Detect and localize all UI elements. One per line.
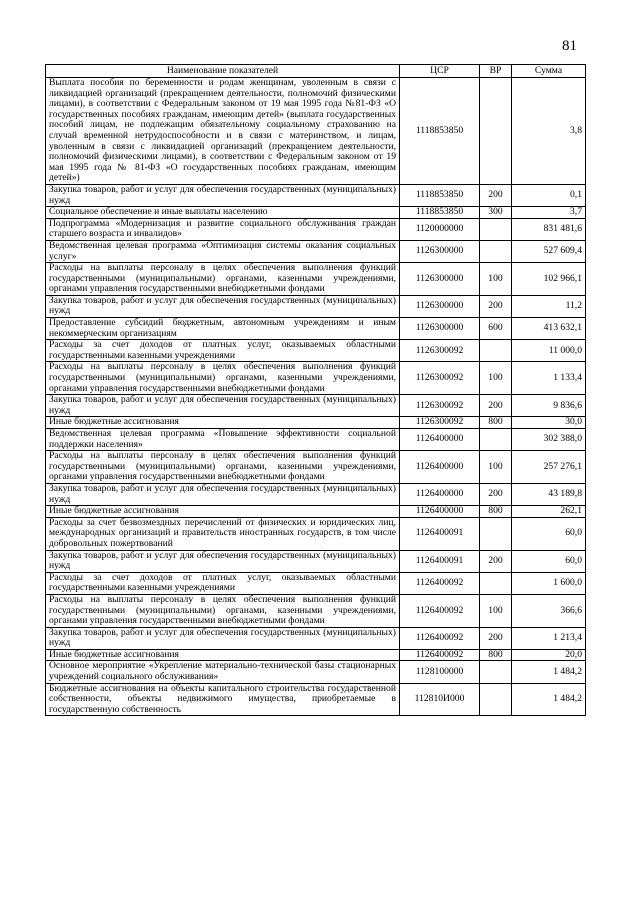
table-body [46,78,586,716]
row-csr: 1126400092 [400,627,480,649]
header-name: Наименование показателей [46,65,400,78]
row-name: Ведомственная целевая программа «Повышение эффективности социальной поддержки населения» [46,429,400,451]
row-name: Расходы на выплаты персоналу в целях обеспечения выполнения функций государственными (муниципальными) органами, казенными учреждениями, органами управления государственными внебюджетными фондами [46,451,400,484]
row-name: Иные бюджетные ассигнования [46,417,400,429]
row-sum: 0,1 [512,184,586,206]
table-row [46,627,586,649]
table-row [46,517,586,550]
row-vr: 800 [480,649,512,661]
row-csr: 1126400092 [400,594,480,627]
row-csr: 1126400092 [400,649,480,661]
row-sum: 3,8 [512,78,586,185]
row-csr: 112810И000 [400,683,480,716]
row-vr: 200 [480,550,512,572]
row-sum: 102 966,1 [512,263,586,296]
table-row [46,395,586,417]
row-vr: 100 [480,594,512,627]
row-sum: 366,6 [512,594,586,627]
row-name: Расходы на выплаты персоналу в целях обеспечения выполнения функций государственными (муниципальными) органами, казенными учреждениями, органами управления государственными внебюджетными фондами [46,594,400,627]
row-vr: 100 [480,451,512,484]
row-vr: 800 [480,506,512,518]
row-csr: 1126300000 [400,240,480,262]
table-row [46,362,586,395]
row-vr [480,78,512,185]
row-name: Закупка товаров, работ и услуг для обеспечения государственных (муниципальных) нужд [46,627,400,649]
table-row [46,550,586,572]
row-name: Закупка товаров, работ и услуг для обеспечения государственных (муниципальных) нужд [46,483,400,505]
row-sum: 11,2 [512,295,586,317]
page-number: 81 [562,38,577,54]
row-csr: 1126400091 [400,517,480,550]
row-sum: 60,0 [512,517,586,550]
table-row [46,649,586,661]
row-vr [480,683,512,716]
row-csr: 1128100000 [400,661,480,683]
row-csr: 1126300092 [400,417,480,429]
row-name: Бюджетные ассигнования на объекты капитального строительства государственной собственности, объекты недвижимого имущества, приобретаемые в государственную собственность [46,683,400,716]
row-vr: 200 [480,295,512,317]
row-csr: 1126400092 [400,572,480,594]
row-name: Расходы за счет доходов от платных услуг, оказываемых областными государственными казенными учреждениями [46,340,400,362]
row-vr [480,517,512,550]
row-vr: 800 [480,417,512,429]
table-row [46,240,586,262]
row-name: Закупка товаров, работ и услуг для обеспечения государственных (муниципальных) нужд [46,550,400,572]
row-name: Иные бюджетные ассигнования [46,506,400,518]
row-vr [480,218,512,240]
table-row [46,661,586,683]
row-csr: 1126400000 [400,429,480,451]
row-vr [480,429,512,451]
row-csr: 1126300092 [400,362,480,395]
table-row [46,184,586,206]
header-sum: Сумма [512,65,586,78]
row-vr: 100 [480,362,512,395]
row-sum: 413 632,1 [512,318,586,340]
row-sum: 831 481,6 [512,218,586,240]
row-name: Закупка товаров, работ и услуг для обеспечения государственных (муниципальных) нужд [46,184,400,206]
row-name: Расходы за счет безвозмездных перечислений от физических и юридических лиц, международных организаций и правительств иностранных государств, в том числе добровольных пожертвований [46,517,400,550]
row-name: Выплата пособия по беременности и родам женщинам, уволенным в связи с ликвидацией организаций (прекращением деятельности, полномочий физическими лицами), в соответствии с Федеральным законом от 19 мая 1995 года №81-ФЗ «О государственных пособиях гражданам, имеющим детей» (выплата государственных пособий лицам, не подлежащим обязательному социальному страхованию на случай временной нетрудоспособности и в связи с материнством, и лицам, уволенным в связи с ликвидацией организаций (прекращением деятельности, полномочий физическими лицами), в соответствии с Федеральным законом от 19 мая 1995 года № 81-ФЗ «О государственных пособиях гражданам, имеющим детей») [46,78,400,185]
table-row [46,207,586,219]
row-name: Социальное обеспечение и иные выплаты населению [46,207,400,219]
table-row [46,506,586,518]
row-vr: 100 [480,263,512,296]
row-sum: 3,7 [512,207,586,219]
budget-table [45,64,586,716]
row-name: Закупка товаров, работ и услуг для обеспечения государственных (муниципальных) нужд [46,395,400,417]
row-csr: 1118853850 [400,78,480,185]
row-name: Закупка товаров, работ и услуг для обеспечения государственных (муниципальных) нужд [46,295,400,317]
row-vr: 300 [480,207,512,219]
row-name: Предоставление субсидий бюджетным, автономным учреждениям и иным некоммерческим организациям [46,318,400,340]
table-row [46,218,586,240]
table-row [46,683,586,716]
row-csr: 1120000000 [400,218,480,240]
row-vr: 200 [480,184,512,206]
row-sum: 257 276,1 [512,451,586,484]
row-sum: 1 484,2 [512,661,586,683]
table-row [46,594,586,627]
row-sum: 9 836,6 [512,395,586,417]
row-csr: 1126300092 [400,340,480,362]
row-sum: 302 388,0 [512,429,586,451]
row-sum: 1 133,4 [512,362,586,395]
row-sum: 20,0 [512,649,586,661]
row-name: Иные бюджетные ассигнования [46,649,400,661]
row-csr: 1126300000 [400,318,480,340]
row-vr: 200 [480,627,512,649]
row-name: Основное мероприятие «Укрепление материально-технической базы стационарных учреждений социального обслуживания» [46,661,400,683]
row-vr [480,340,512,362]
table-row [46,417,586,429]
row-sum: 30,0 [512,417,586,429]
header-vr: ВР [480,65,512,78]
table-row [46,483,586,505]
row-name: Расходы на выплаты персоналу в целях обеспечения выполнения функций государственными (муниципальными) органами, казенными учреждениями, органами управления государственными внебюджетными фондами [46,263,400,296]
row-sum: 43 189,8 [512,483,586,505]
row-sum: 60,0 [512,550,586,572]
row-csr: 1126400091 [400,550,480,572]
table-row [46,295,586,317]
row-csr: 1126400000 [400,506,480,518]
table-row [46,263,586,296]
row-csr: 1126300000 [400,263,480,296]
table-row [46,78,586,185]
table-row [46,572,586,594]
row-csr: 1126400000 [400,483,480,505]
header-csr: ЦСР [400,65,480,78]
row-sum: 1 600,0 [512,572,586,594]
row-sum: 527 609,4 [512,240,586,262]
row-csr: 1118853850 [400,184,480,206]
table-row [46,340,586,362]
row-csr: 1126400000 [400,451,480,484]
row-name: Подпрограмма «Модернизация и развитие социального обслуживания граждан старшего возраста и инвалидов» [46,218,400,240]
row-vr: 600 [480,318,512,340]
table-row [46,429,586,451]
row-sum: 11 000,0 [512,340,586,362]
row-sum: 1 213,4 [512,627,586,649]
row-csr: 1126300092 [400,395,480,417]
row-csr: 1118853850 [400,207,480,219]
row-name: Ведомственная целевая программа «Оптимизация системы оказания социальных услуг» [46,240,400,262]
row-vr: 200 [480,395,512,417]
row-vr [480,240,512,262]
row-vr [480,661,512,683]
table-row [46,451,586,484]
table-header-row [46,65,586,78]
row-sum: 262,1 [512,506,586,518]
table-row [46,318,586,340]
row-name: Расходы на выплаты персоналу в целях обеспечения выполнения функций государственными (муниципальными) органами, казенными учреждениями, органами управления государственными внебюджетными фондами [46,362,400,395]
row-name: Расходы за счет доходов от платных услуг, оказываемых областными государственными казенными учреждениями [46,572,400,594]
row-sum: 1 484,2 [512,683,586,716]
row-vr: 200 [480,483,512,505]
row-csr: 1126300000 [400,295,480,317]
row-vr [480,572,512,594]
